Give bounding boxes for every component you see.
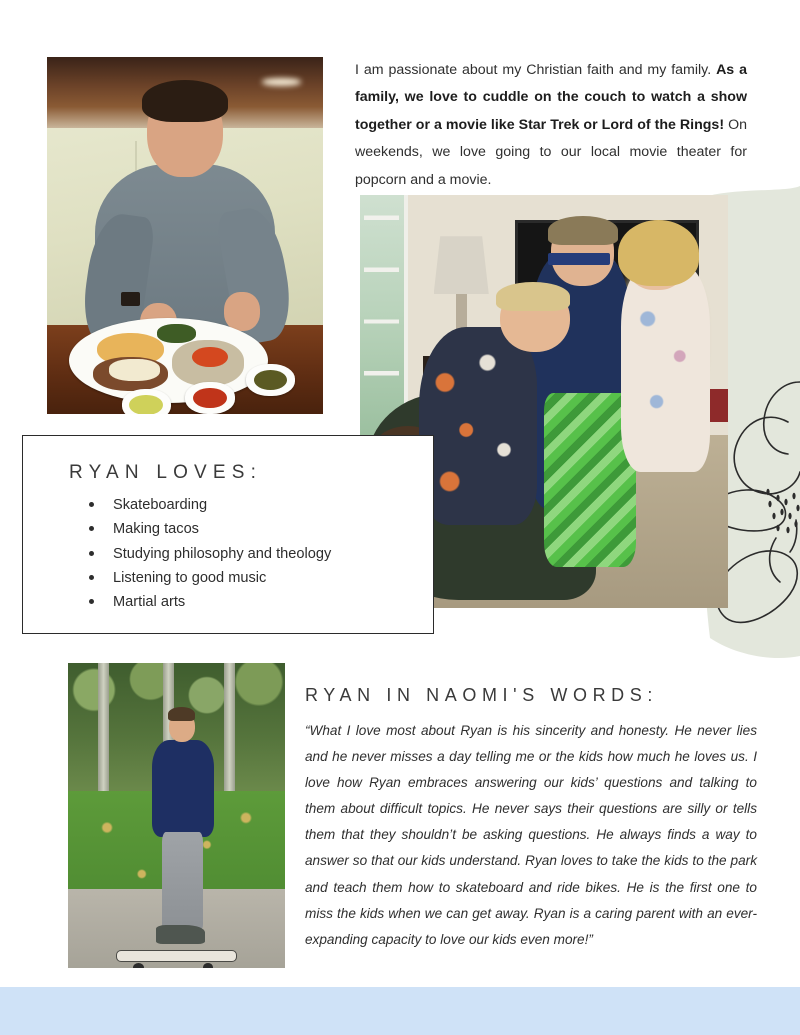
testimonial-heading: RYAN IN NAOMI'S WORDS: [305,685,658,705]
glasses-icon [548,253,611,265]
photo-ryan-skateboarding [68,663,285,968]
list-item: Skateboarding [85,493,433,517]
salsa-cup [246,364,296,396]
bottom-color-band [0,987,800,1035]
list-item: Making tacos [85,517,433,541]
salsa-cup [122,389,172,414]
ryan-loves-box [22,435,434,634]
list-item: Martial arts [85,590,433,614]
photo-ryan-at-restaurant [47,57,323,414]
flower-stamen-dots [766,489,799,533]
ryan-figure [150,712,215,944]
intro-text-part1: I am passionate about my Christian faith and my family. [355,62,717,78]
intro-text-part2: On weekends, we love going to our local movie theater for popcorn and a movie. [355,116,747,188]
intro-paragraph [355,57,747,194]
ryan-loves-heading: RYAN LOVES: [69,462,263,483]
lamp [434,236,489,294]
testimonial-section [305,685,757,953]
girl-figure [621,265,709,472]
toddler-figure [419,327,537,525]
plate-of-food [69,318,268,404]
ryan-loves-list [85,493,433,615]
intro-text-bold: As a family, we love to cuddle on the couch to watch a show together or a movie like Star Trek or Lord of the Rings! [355,62,747,133]
skateboard [116,950,238,962]
french-door [360,195,408,435]
list-item: Studying philosophy and theology [85,542,433,566]
list-item: Listening to good music [85,566,433,590]
testimonial-quote: “What I love most about Ryan is his sincerity and honesty. He never lies and he never misses a day telling me or the kids how much he loves us. I love how Ryan embraces answering our kids’ questions and talking to them about difficult topics. He never says their questions are silly or tells them that they shouldn’t be asking questions. He always finds a way to answer so that our kids understand. Ryan loves to take the kids to the park and teach them how to skateboard and ride bikes. He is the first one to miss the kids when we can get away. Ryan is a caring parent with an ever-expanding capacity to love our kids even more!” [305,723,757,947]
salsa-cup [185,382,235,414]
